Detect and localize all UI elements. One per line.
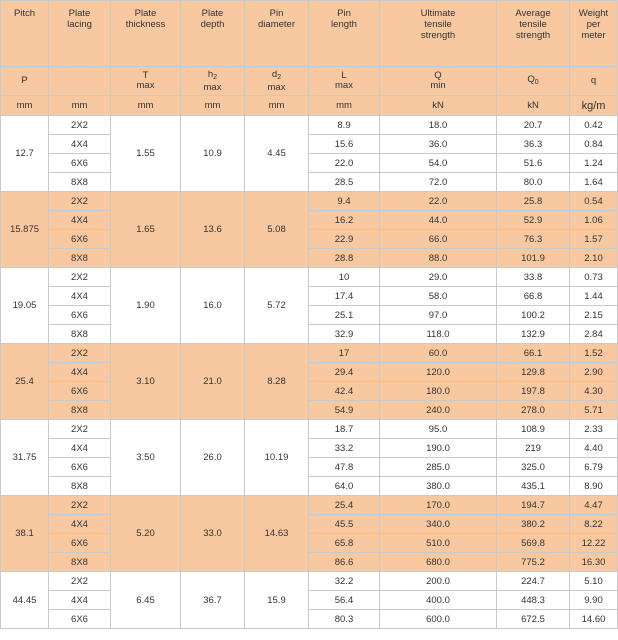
- pitch-cell: 31.75: [1, 420, 49, 496]
- weight-cell: 5.71: [570, 401, 618, 420]
- weight-cell: 4.40: [570, 439, 618, 458]
- thickness-cell: 6.45: [111, 572, 181, 629]
- table-row: [1, 515, 618, 534]
- header-pin-length: Pin length: [309, 1, 380, 67]
- average-strength-cell: 101.9: [497, 249, 570, 268]
- table-row: [1, 572, 618, 591]
- weight-cell: 1.64: [570, 173, 618, 192]
- ultimate-strength-cell: 44.0: [380, 211, 497, 230]
- pin-length-cell: 28.8: [309, 249, 380, 268]
- lacing-cell: 4X4: [49, 211, 111, 230]
- table-row: [1, 173, 618, 192]
- ultimate-strength-cell: 285.0: [380, 458, 497, 477]
- lacing-cell: 2X2: [49, 496, 111, 515]
- unit-row: [1, 96, 618, 116]
- unit-pitch: mm: [1, 96, 49, 116]
- header-weight-per-meter: Weight per meter: [570, 1, 618, 67]
- pin-diameter-cell: 10.19: [245, 420, 309, 496]
- pin-diameter-cell: 5.08: [245, 192, 309, 268]
- pin-length-cell: 45.5: [309, 515, 380, 534]
- weight-cell: 8.22: [570, 515, 618, 534]
- weight-cell: 0.73: [570, 268, 618, 287]
- table-row: [1, 268, 618, 287]
- pin-length-cell: 33.2: [309, 439, 380, 458]
- table-row: [1, 116, 618, 135]
- average-strength-cell: 448.3: [497, 591, 570, 610]
- depth-cell: 13.6: [181, 192, 245, 268]
- ultimate-strength-cell: 240.0: [380, 401, 497, 420]
- thickness-cell: 5.20: [111, 496, 181, 572]
- pin-length-cell: 22.0: [309, 154, 380, 173]
- pin-diameter-cell: 15.9: [245, 572, 309, 629]
- lacing-cell: 2X2: [49, 192, 111, 211]
- average-strength-cell: 66.1: [497, 344, 570, 363]
- weight-cell: 1.44: [570, 287, 618, 306]
- pin-length-cell: 42.4: [309, 382, 380, 401]
- lacing-cell: 2X2: [49, 116, 111, 135]
- pin-length-cell: 32.2: [309, 572, 380, 591]
- ultimate-strength-cell: 88.0: [380, 249, 497, 268]
- average-strength-cell: 219: [497, 439, 570, 458]
- lacing-cell: 2X2: [49, 268, 111, 287]
- lacing-cell: 8X8: [49, 249, 111, 268]
- unit-pin-diameter: mm: [245, 96, 309, 116]
- ultimate-strength-cell: 600.0: [380, 610, 497, 629]
- lacing-cell: 4X4: [49, 363, 111, 382]
- pin-length-cell: 22.9: [309, 230, 380, 249]
- weight-cell: 16.30: [570, 553, 618, 572]
- ultimate-strength-cell: 340.0: [380, 515, 497, 534]
- lacing-cell: 8X8: [49, 173, 111, 192]
- pin-length-cell: 47.8: [309, 458, 380, 477]
- ultimate-strength-cell: 400.0: [380, 591, 497, 610]
- average-strength-cell: 52.9: [497, 211, 570, 230]
- symbol-thickness: T max: [111, 67, 181, 96]
- weight-cell: 2.10: [570, 249, 618, 268]
- weight-cell: 4.47: [570, 496, 618, 515]
- symbol-lacing: [49, 67, 111, 96]
- ultimate-strength-cell: 29.0: [380, 268, 497, 287]
- average-strength-cell: 194.7: [497, 496, 570, 515]
- symbol-pitch: P: [1, 67, 49, 96]
- table-row: [1, 401, 618, 420]
- average-strength-cell: 100.2: [497, 306, 570, 325]
- pin-length-cell: 17.4: [309, 287, 380, 306]
- lacing-cell: 6X6: [49, 382, 111, 401]
- weight-cell: 4.30: [570, 382, 618, 401]
- ultimate-strength-cell: 510.0: [380, 534, 497, 553]
- lacing-cell: 8X8: [49, 401, 111, 420]
- average-strength-cell: 51.6: [497, 154, 570, 173]
- lacing-cell: 6X6: [49, 458, 111, 477]
- depth-cell: 26.0: [181, 420, 245, 496]
- lacing-cell: 4X4: [49, 591, 111, 610]
- ultimate-strength-cell: 180.0: [380, 382, 497, 401]
- pitch-cell: 44.45: [1, 572, 49, 629]
- lacing-cell: 6X6: [49, 154, 111, 173]
- table-row: [1, 249, 618, 268]
- lacing-cell: 4X4: [49, 135, 111, 154]
- header-plate-thickness: Plate thickness: [111, 1, 181, 67]
- ultimate-strength-cell: 680.0: [380, 553, 497, 572]
- table-row: [1, 458, 618, 477]
- ultimate-strength-cell: 190.0: [380, 439, 497, 458]
- average-strength-cell: 108.9: [497, 420, 570, 439]
- header-row: [1, 1, 618, 67]
- pin-length-cell: 17: [309, 344, 380, 363]
- table-row: [1, 610, 618, 629]
- pin-diameter-cell: 8.28: [245, 344, 309, 420]
- average-strength-cell: 129.8: [497, 363, 570, 382]
- table-row: [1, 363, 618, 382]
- table-row: [1, 344, 618, 363]
- table-row: [1, 230, 618, 249]
- average-strength-cell: 197.8: [497, 382, 570, 401]
- average-strength-cell: 672.5: [497, 610, 570, 629]
- symbol-ultimate: Q min: [380, 67, 497, 96]
- lacing-cell: 6X6: [49, 230, 111, 249]
- weight-cell: 9.90: [570, 591, 618, 610]
- average-strength-cell: 66.8: [497, 287, 570, 306]
- ultimate-strength-cell: 58.0: [380, 287, 497, 306]
- table-row: [1, 325, 618, 344]
- lacing-cell: 8X8: [49, 325, 111, 344]
- pitch-cell: 38.1: [1, 496, 49, 572]
- pin-diameter-cell: 5.72: [245, 268, 309, 344]
- ultimate-strength-cell: 36.0: [380, 135, 497, 154]
- pin-length-cell: 64.0: [309, 477, 380, 496]
- header-plate-depth: Plate depth: [181, 1, 245, 67]
- lacing-cell: 2X2: [49, 344, 111, 363]
- thickness-cell: 3.10: [111, 344, 181, 420]
- weight-cell: 1.06: [570, 211, 618, 230]
- depth-cell: 10.9: [181, 116, 245, 192]
- weight-cell: 2.15: [570, 306, 618, 325]
- pin-length-cell: 25.4: [309, 496, 380, 515]
- depth-cell: 36.7: [181, 572, 245, 629]
- ultimate-strength-cell: 95.0: [380, 420, 497, 439]
- average-strength-cell: 278.0: [497, 401, 570, 420]
- thickness-cell: 1.90: [111, 268, 181, 344]
- pitch-cell: 15.875: [1, 192, 49, 268]
- lacing-cell: 6X6: [49, 534, 111, 553]
- depth-cell: 21.0: [181, 344, 245, 420]
- weight-cell: 12.22: [570, 534, 618, 553]
- lacing-cell: 2X2: [49, 572, 111, 591]
- header-pin-diameter: Pin diameter: [245, 1, 309, 67]
- table-row: [1, 135, 618, 154]
- table-row: [1, 534, 618, 553]
- ultimate-strength-cell: 200.0: [380, 572, 497, 591]
- ultimate-strength-cell: 120.0: [380, 363, 497, 382]
- lacing-cell: 6X6: [49, 306, 111, 325]
- unit-thickness: mm: [111, 96, 181, 116]
- pin-length-cell: 80.3: [309, 610, 380, 629]
- pin-diameter-cell: 14.63: [245, 496, 309, 572]
- unit-average: kN: [497, 96, 570, 116]
- symbol-pin-length: L max: [309, 67, 380, 96]
- header-plate-lacing: Plate lacing: [49, 1, 111, 67]
- unit-weight: kg/m: [570, 96, 618, 116]
- average-strength-cell: 224.7: [497, 572, 570, 591]
- table-row: [1, 439, 618, 458]
- weight-cell: 1.57: [570, 230, 618, 249]
- average-strength-cell: 380.2: [497, 515, 570, 534]
- pin-length-cell: 32.9: [309, 325, 380, 344]
- average-strength-cell: 33.8: [497, 268, 570, 287]
- ultimate-strength-cell: 18.0: [380, 116, 497, 135]
- lacing-cell: 8X8: [49, 553, 111, 572]
- depth-cell: 33.0: [181, 496, 245, 572]
- pin-length-cell: 8.9: [309, 116, 380, 135]
- ultimate-strength-cell: 22.0: [380, 192, 497, 211]
- pin-length-cell: 65.8: [309, 534, 380, 553]
- table-row: [1, 591, 618, 610]
- unit-pin-length: mm: [309, 96, 380, 116]
- table-row: [1, 154, 618, 173]
- average-strength-cell: 20.7: [497, 116, 570, 135]
- ultimate-strength-cell: 118.0: [380, 325, 497, 344]
- lacing-cell: 2X2: [49, 420, 111, 439]
- ultimate-strength-cell: 66.0: [380, 230, 497, 249]
- average-strength-cell: 775.2: [497, 553, 570, 572]
- average-strength-cell: 80.0: [497, 173, 570, 192]
- weight-cell: 8.90: [570, 477, 618, 496]
- pitch-cell: 19.05: [1, 268, 49, 344]
- ultimate-strength-cell: 72.0: [380, 173, 497, 192]
- depth-cell: 16.0: [181, 268, 245, 344]
- lacing-cell: 8X8: [49, 477, 111, 496]
- average-strength-cell: 25.8: [497, 192, 570, 211]
- unit-depth: mm: [181, 96, 245, 116]
- lacing-cell: 4X4: [49, 287, 111, 306]
- weight-cell: 5.10: [570, 572, 618, 591]
- weight-cell: 2.84: [570, 325, 618, 344]
- thickness-cell: 3.50: [111, 420, 181, 496]
- table-row: [1, 211, 618, 230]
- weight-cell: 14.60: [570, 610, 618, 629]
- table-body: [1, 116, 618, 629]
- weight-cell: 0.84: [570, 135, 618, 154]
- average-strength-cell: 132.9: [497, 325, 570, 344]
- table-row: [1, 192, 618, 211]
- pin-length-cell: 18.7: [309, 420, 380, 439]
- thickness-cell: 1.55: [111, 116, 181, 192]
- average-strength-cell: 325.0: [497, 458, 570, 477]
- ultimate-strength-cell: 54.0: [380, 154, 497, 173]
- table-row: [1, 553, 618, 572]
- pin-length-cell: 86.6: [309, 553, 380, 572]
- symbol-row: [1, 67, 618, 96]
- weight-cell: 1.52: [570, 344, 618, 363]
- pin-diameter-cell: 4.45: [245, 116, 309, 192]
- weight-cell: 1.24: [570, 154, 618, 173]
- pitch-cell: 25.4: [1, 344, 49, 420]
- ultimate-strength-cell: 97.0: [380, 306, 497, 325]
- pin-length-cell: 54.9: [309, 401, 380, 420]
- thickness-cell: 1.65: [111, 192, 181, 268]
- symbol-depth: $h_2$ max: [181, 67, 245, 96]
- weight-cell: 2.90: [570, 363, 618, 382]
- symbol-pin-diameter: $d_2$ max: [245, 67, 309, 96]
- weight-cell: 6.79: [570, 458, 618, 477]
- pin-length-cell: 10: [309, 268, 380, 287]
- pin-length-cell: 25.1: [309, 306, 380, 325]
- header-ultimate-tensile-strength: Ultimate tensile strength: [380, 1, 497, 67]
- pin-length-cell: 16.2: [309, 211, 380, 230]
- lacing-cell: 6X6: [49, 610, 111, 629]
- pin-length-cell: 15.6: [309, 135, 380, 154]
- pin-length-cell: 56.4: [309, 591, 380, 610]
- average-strength-cell: 569.8: [497, 534, 570, 553]
- pitch-cell: 12.7: [1, 116, 49, 192]
- table-row: [1, 382, 618, 401]
- table-row: [1, 306, 618, 325]
- ultimate-strength-cell: 380.0: [380, 477, 497, 496]
- pin-length-cell: 28.5: [309, 173, 380, 192]
- symbol-average: $Q_0$: [497, 67, 570, 96]
- ultimate-strength-cell: 170.0: [380, 496, 497, 515]
- weight-cell: 2.33: [570, 420, 618, 439]
- table-row: [1, 477, 618, 496]
- unit-lacing: mm: [49, 96, 111, 116]
- pin-length-cell: 29.4: [309, 363, 380, 382]
- table-row: [1, 287, 618, 306]
- header-average-tensile-strength: Average tensile strength: [497, 1, 570, 67]
- table-row: [1, 420, 618, 439]
- average-strength-cell: 76.3: [497, 230, 570, 249]
- weight-cell: 0.42: [570, 116, 618, 135]
- ultimate-strength-cell: 60.0: [380, 344, 497, 363]
- lacing-cell: 4X4: [49, 515, 111, 534]
- table-row: [1, 496, 618, 515]
- average-strength-cell: 36.3: [497, 135, 570, 154]
- average-strength-cell: 435.1: [497, 477, 570, 496]
- symbol-weight: q: [570, 67, 618, 96]
- header-pitch: Pitch: [1, 1, 49, 67]
- pin-length-cell: 9.4: [309, 192, 380, 211]
- lacing-cell: 4X4: [49, 439, 111, 458]
- unit-ultimate: kN: [380, 96, 497, 116]
- weight-cell: 0.54: [570, 192, 618, 211]
